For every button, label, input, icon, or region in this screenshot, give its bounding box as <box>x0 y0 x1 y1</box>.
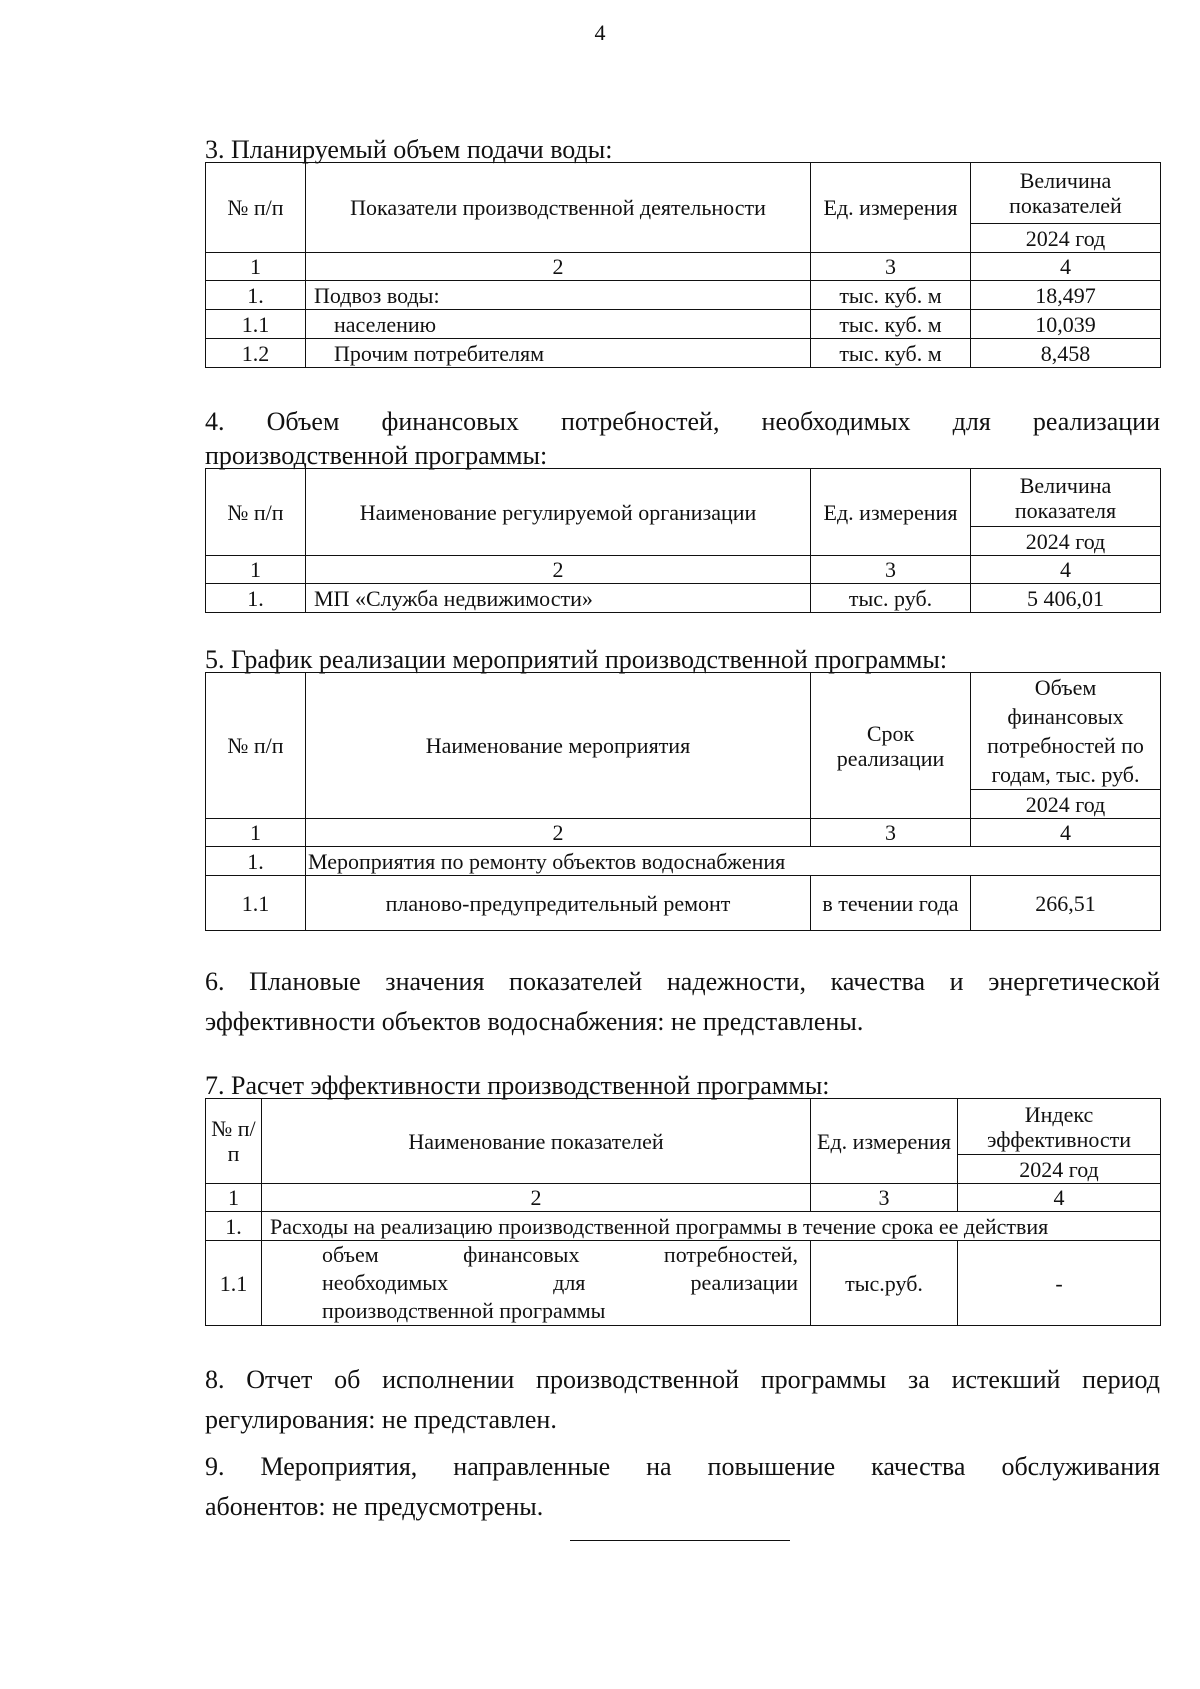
col-header-value: Объем финансовых потребностей по годам, тыс. руб. <box>971 673 1161 790</box>
col-header-indicator: Наименование показателей <box>262 1099 811 1184</box>
index-cell: 1 <box>206 1184 262 1212</box>
section-9-text <box>205 1447 1160 1527</box>
index-cell: 4 <box>971 819 1161 847</box>
row-num: 1.1 <box>206 310 306 339</box>
col-header-value: Величина показателей <box>971 163 1161 224</box>
index-cell: 3 <box>811 1184 958 1212</box>
index-cell: 1 <box>206 819 306 847</box>
row-value: 5 406,01 <box>971 584 1161 613</box>
table-row <box>206 1241 1161 1326</box>
row-value: 10,039 <box>971 310 1161 339</box>
index-cell: 2 <box>306 253 811 281</box>
col-header-value: Величина показателя <box>971 469 1161 527</box>
financial-needs-table <box>205 468 1161 613</box>
section-4-heading-line2: производственной программы: <box>205 441 548 470</box>
section-5-heading: 5. График реализации мероприятий производственной программы: <box>205 645 948 674</box>
col-header-unit: Ед. измерения <box>811 1099 958 1184</box>
page-number: 4 <box>594 20 606 45</box>
row-unit: тыс. куб. м <box>811 339 971 368</box>
col-header-term: Срок реализации <box>811 673 971 819</box>
water-supply-table <box>205 162 1161 368</box>
col-header-num: № п/п <box>206 469 306 556</box>
row-num: 1.1 <box>206 876 306 931</box>
index-cell: 1 <box>206 253 306 281</box>
index-cell: 3 <box>811 556 971 584</box>
group-num: 1. <box>206 847 306 876</box>
section-9-line1: 9. Мероприятия, направленные на повышение качества обслуживания <box>205 1452 1160 1481</box>
row-num: 1.1 <box>206 1241 262 1326</box>
index-cell: 4 <box>958 1184 1161 1212</box>
section-9-line2: абонентов: не предусмотрены. <box>205 1492 544 1521</box>
table-row <box>206 310 1161 339</box>
col-header-year: 2024 год <box>971 224 1161 253</box>
section-4-heading-line1: 4. Объем финансовых потребностей, необходимых для реализации <box>205 407 1160 436</box>
row-num: 1. <box>206 281 306 310</box>
row-name: Прочим потребителям <box>306 339 811 368</box>
col-header-year: 2024 год <box>971 790 1161 819</box>
index-cell: 4 <box>971 556 1161 584</box>
col-header-value: Индекс эффективности <box>958 1099 1161 1155</box>
index-cell: 2 <box>262 1184 811 1212</box>
section-8-text <box>205 1360 1160 1440</box>
col-header-indicator: Показатели производственной деятельности <box>306 163 811 253</box>
row-name-line3: производственной программы <box>322 1298 606 1323</box>
table-row <box>206 1212 1161 1241</box>
section-6-line2: эффективности объектов водоснабжения: не представлены. <box>205 1007 864 1036</box>
index-cell: 3 <box>811 253 971 281</box>
group-name: Расходы на реализацию производственной программы в течение срока ее действия <box>262 1212 1161 1241</box>
row-name-line2: необходимых для реализации <box>322 1270 798 1295</box>
table-row <box>206 584 1161 613</box>
row-name: Подвоз воды: <box>306 281 811 310</box>
col-header-unit: Ед. измерения <box>811 469 971 556</box>
section-3-heading: 3. Планируемый объем подачи воды: <box>205 135 613 164</box>
table-row <box>206 339 1161 368</box>
index-cell: 2 <box>306 556 811 584</box>
row-value: 266,51 <box>971 876 1161 931</box>
row-num: 1.2 <box>206 339 306 368</box>
group-num: 1. <box>206 1212 262 1241</box>
col-header-organization: Наименование регулируемой организации <box>306 469 811 556</box>
index-cell: 1 <box>206 556 306 584</box>
activities-schedule-table <box>205 672 1161 931</box>
index-cell: 2 <box>306 819 811 847</box>
col-header-year: 2024 год <box>971 527 1161 556</box>
row-value: - <box>958 1241 1161 1326</box>
efficiency-table <box>205 1098 1161 1326</box>
row-unit: тыс.руб. <box>811 1241 958 1326</box>
row-term: в течении года <box>811 876 971 931</box>
row-name: МП «Служба недвижимости» <box>306 584 811 613</box>
col-header-activity: Наименование мероприятия <box>306 673 811 819</box>
row-name <box>262 1241 811 1326</box>
section-8-line1: 8. Отчет об исполнении производственной программы за истекший период <box>205 1365 1160 1394</box>
row-num: 1. <box>206 584 306 613</box>
row-value: 8,458 <box>971 339 1161 368</box>
col-header-num: № п/п <box>206 1099 262 1184</box>
group-name: Мероприятия по ремонту объектов водоснабжения <box>306 847 1161 876</box>
row-unit: тыс. руб. <box>811 584 971 613</box>
col-header-year: 2024 год <box>958 1155 1161 1184</box>
row-unit: тыс. куб. м <box>811 310 971 339</box>
row-name: планово-предупредительный ремонт <box>306 876 811 931</box>
row-value: 18,497 <box>971 281 1161 310</box>
table-row <box>206 876 1161 931</box>
col-header-num: № п/п <box>206 163 306 253</box>
section-6-line1: 6. Плановые значения показателей надежности, качества и энергетической <box>205 967 1160 996</box>
index-cell: 3 <box>811 819 971 847</box>
col-header-unit: Ед. измерения <box>811 163 971 253</box>
col-header-num: № п/п <box>206 673 306 819</box>
row-name-line1: объем финансовых потребностей, <box>322 1242 798 1267</box>
index-cell: 4 <box>971 253 1161 281</box>
section-6-text <box>205 962 1160 1042</box>
closing-rule <box>570 1540 790 1541</box>
table-row <box>206 847 1161 876</box>
table-row <box>206 281 1161 310</box>
row-name: населению <box>306 310 811 339</box>
section-7-heading: 7. Расчет эффективности производственной программы: <box>205 1071 830 1100</box>
section-8-line2: регулирования: не представлен. <box>205 1405 557 1434</box>
row-unit: тыс. куб. м <box>811 281 971 310</box>
